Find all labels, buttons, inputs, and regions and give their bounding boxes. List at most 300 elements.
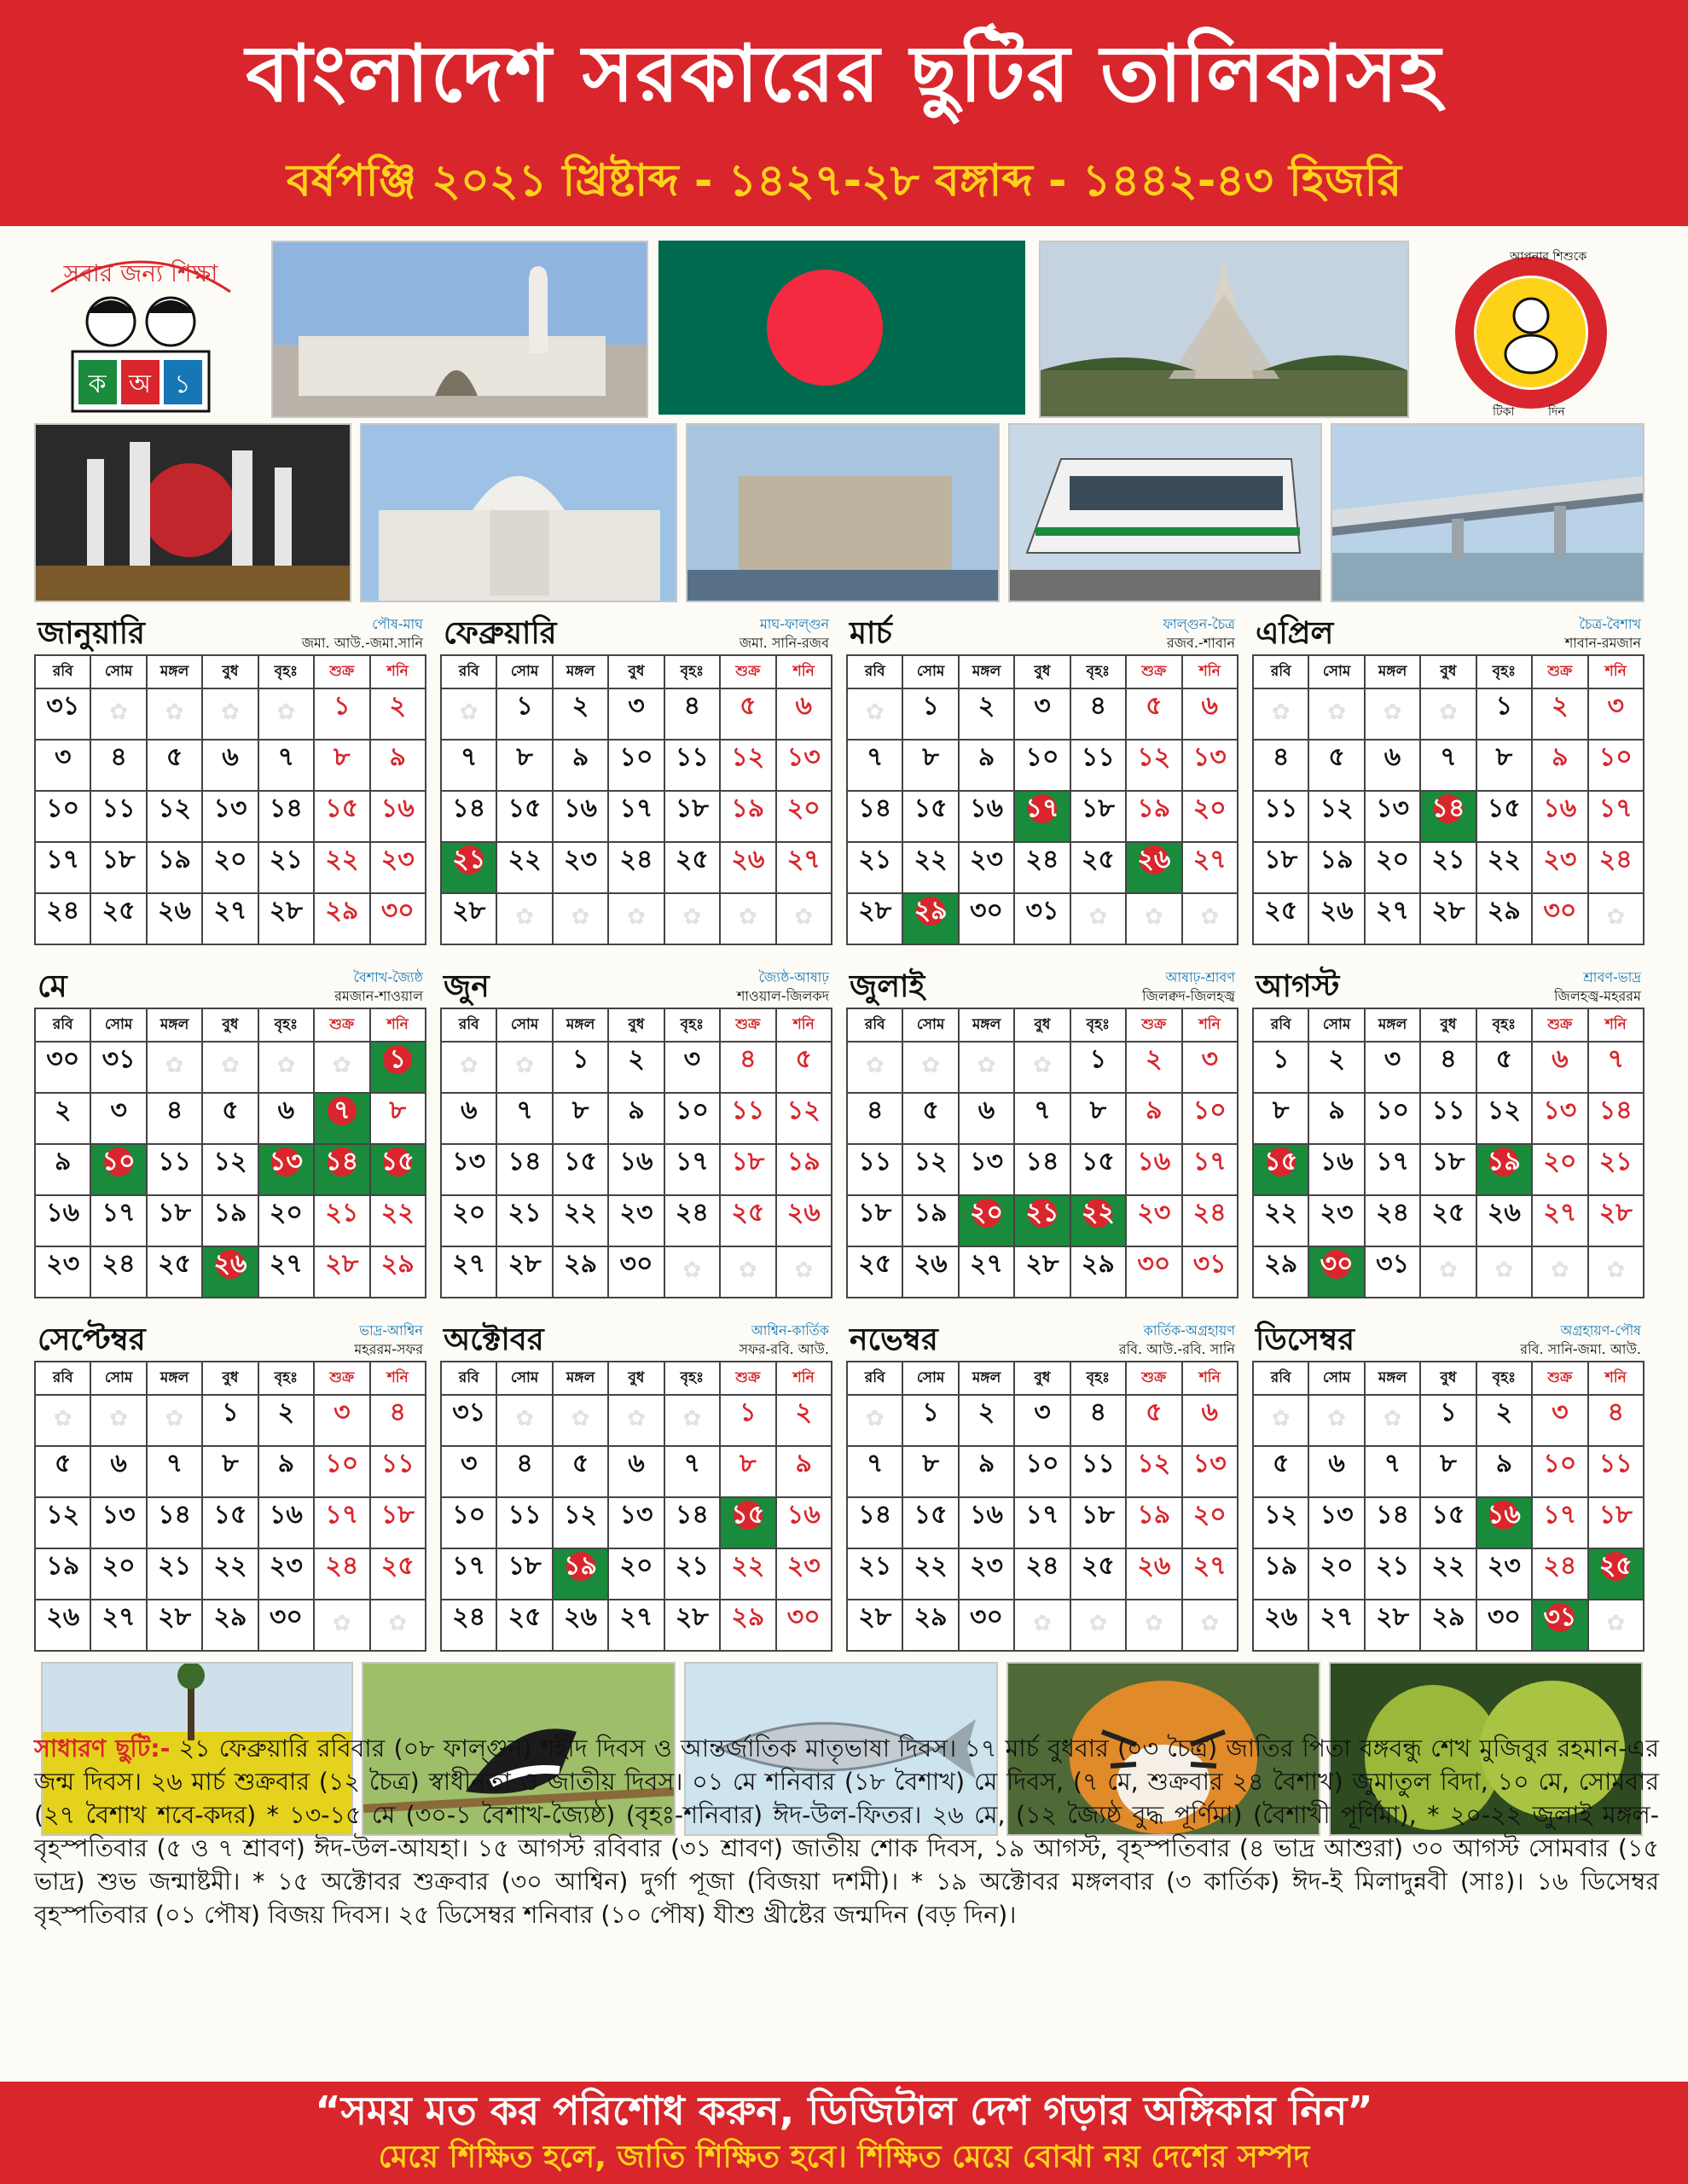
day-cell: [1365, 1548, 1420, 1600]
week-row: [441, 842, 832, 893]
month-calendar-grid: [1252, 654, 1644, 945]
month-header: [34, 969, 426, 1008]
empty-day-cell: [959, 1042, 1014, 1093]
day-cell: [314, 1246, 369, 1298]
week-row: [1253, 1446, 1644, 1497]
day-number: ১৭: [675, 1147, 709, 1176]
day-number: ৯: [277, 1449, 295, 1478]
week-row: [847, 842, 1238, 893]
day-cell: [147, 1093, 202, 1144]
day-cell: [90, 893, 146, 944]
weekday-header: বৃহঃ: [258, 655, 314, 688]
month-name: জানুয়ারি: [38, 616, 145, 651]
day-number: ৫: [1272, 1449, 1290, 1478]
day-number: ১৮: [380, 1500, 415, 1530]
day-cell: [441, 842, 496, 893]
day-number: ২২: [914, 845, 948, 874]
day-number: ১২: [158, 793, 192, 823]
day-number: ২৩: [564, 845, 598, 874]
day-number: ১৬: [1137, 1147, 1171, 1176]
month-header: [846, 616, 1238, 654]
day-cell: [1365, 1246, 1420, 1298]
day-cell: [1014, 1144, 1070, 1195]
day-cell: [902, 1446, 958, 1497]
day-cell: [496, 1600, 552, 1651]
empty-day-cell: [1588, 1600, 1644, 1651]
empty-day-cell: [1532, 1246, 1587, 1298]
day-number: ২৪: [1598, 845, 1633, 874]
day-number: ১৮: [1598, 1500, 1633, 1530]
day-cell: [553, 1246, 608, 1298]
month-calendar-grid: [440, 654, 832, 945]
day-cell: [664, 1042, 720, 1093]
day-cell: [1420, 740, 1476, 791]
weekday-header: বুধ: [608, 1362, 664, 1395]
day-number: ৪: [866, 1095, 884, 1125]
day-number: ২৭: [1543, 1198, 1577, 1228]
day-cell: [1420, 1093, 1476, 1144]
day-cell: [1126, 1144, 1181, 1195]
empty-day-cell: [1253, 688, 1308, 740]
week-row: [35, 1246, 426, 1298]
day-cell: [608, 1144, 664, 1195]
day-cell: [959, 740, 1014, 791]
day-cell: [1420, 1548, 1476, 1600]
day-number: ১৭: [325, 1500, 359, 1530]
hijri-month-range: মহররম-সফর: [354, 1341, 423, 1357]
day-cell: [258, 1093, 314, 1144]
weekday-header: মঙ্গল: [1365, 1008, 1420, 1042]
day-cell: [147, 1144, 202, 1195]
day-cell: [147, 842, 202, 893]
day-number: ২৫: [1081, 1551, 1115, 1581]
month-calendar-grid: [846, 1008, 1238, 1298]
day-number: ১: [222, 1397, 239, 1427]
day-cell: [553, 1446, 608, 1497]
day-number: ১৯: [1137, 793, 1171, 823]
day-number: ১০: [619, 742, 653, 772]
weekday-header: রবি: [35, 1362, 90, 1395]
day-number: ২: [277, 1397, 295, 1427]
day-number: ২৮: [452, 896, 486, 926]
day-number: ১৯: [1320, 845, 1354, 874]
day-cell: [370, 1497, 426, 1548]
day-cell: [314, 893, 369, 944]
day-cell: [720, 1446, 775, 1497]
day-cell: [1365, 1446, 1420, 1497]
day-number: ৩: [1034, 1397, 1051, 1427]
day-number: ১৭: [102, 1198, 136, 1228]
day-number: ২০: [1543, 1147, 1577, 1176]
day-cell: [202, 1497, 258, 1548]
day-number: ৯: [54, 1147, 72, 1176]
day-cell: [1420, 1042, 1476, 1093]
empty-day-cell: [202, 688, 258, 740]
week-row: [35, 842, 426, 893]
day-number: ২২: [508, 845, 542, 874]
weekday-header: শুক্র: [1126, 655, 1181, 688]
day-cell: [1182, 1144, 1238, 1195]
day-number: ২৯: [564, 1249, 598, 1279]
day-cell: [664, 1195, 720, 1246]
day-number: ১৯: [46, 1551, 80, 1581]
day-cell: [1420, 1144, 1476, 1195]
day-number: ৭: [277, 742, 295, 772]
day-number: ১: [1495, 691, 1513, 721]
day-cell: [90, 1246, 146, 1298]
day-cell: [1182, 791, 1238, 842]
day-number: ১২: [731, 742, 765, 772]
day-cell: [1532, 1548, 1587, 1600]
day-number: ১: [922, 1397, 939, 1427]
bangla-month-range: অগ্রহায়ণ-পৌষ: [1560, 1322, 1641, 1339]
day-number: ৫: [1146, 1397, 1163, 1427]
day-cell: [147, 1548, 202, 1600]
day-number: ৬: [1328, 1449, 1345, 1478]
day-number: ১৮: [158, 1198, 192, 1228]
shaheed-minar-photo: [34, 423, 351, 602]
week-row: [441, 740, 832, 791]
day-number: ২০: [1192, 793, 1227, 823]
hijri-month-range: শাওয়াল-জিলকদ: [736, 988, 829, 1004]
weekday-header: বৃহঃ: [258, 1008, 314, 1042]
day-cell: [370, 1195, 426, 1246]
day-cell: [1126, 1093, 1181, 1144]
day-cell: [1476, 893, 1532, 944]
day-cell: [1308, 842, 1364, 893]
day-cell: [1532, 893, 1587, 944]
day-number: ৮: [922, 742, 939, 772]
empty-day-cell: [664, 1246, 720, 1298]
day-number: ২৪: [1025, 1551, 1059, 1581]
day-number: ২৫: [1589, 1551, 1643, 1582]
day-cell: [1420, 1600, 1476, 1651]
day-number: ১২: [1487, 1095, 1521, 1125]
day-number: ২৩: [619, 1198, 653, 1228]
hijri-month-range: সফর-রবি. আউ.: [739, 1341, 829, 1357]
day-cell: [1070, 1093, 1126, 1144]
empty-day-cell: [902, 1042, 958, 1093]
empty-day-cell: [496, 1042, 552, 1093]
day-number: ২৯: [1081, 1249, 1115, 1279]
weekday-header: রবি: [35, 655, 90, 688]
day-number: ১: [334, 691, 351, 721]
day-cell: [1532, 1600, 1587, 1651]
week-row: [1253, 842, 1644, 893]
day-number: ২০: [786, 793, 821, 823]
day-number: ১৯: [914, 1198, 948, 1228]
day-number: ৯: [977, 742, 995, 772]
empty-day-cell: [370, 1600, 426, 1651]
day-cell: [90, 1446, 146, 1497]
day-cell: [720, 1395, 775, 1446]
day-cell: [847, 791, 902, 842]
day-cell: [35, 1246, 90, 1298]
weekday-header: সোম: [1308, 655, 1364, 688]
day-number: ২৩: [1137, 1198, 1171, 1228]
day-cell: [1182, 842, 1238, 893]
day-cell: [1532, 1395, 1587, 1446]
day-cell: [553, 842, 608, 893]
day-cell: [720, 1195, 775, 1246]
day-cell: [1365, 842, 1420, 893]
day-number: ৩: [1607, 691, 1625, 721]
day-number: ১৬: [619, 1147, 653, 1176]
day-number: ২৩: [380, 845, 415, 874]
day-number: ১: [922, 691, 939, 721]
month-block: [440, 1322, 832, 1652]
weekday-header: সোম: [90, 1008, 146, 1042]
day-cell: [1588, 1548, 1644, 1600]
day-cell: [1253, 1600, 1308, 1651]
month-header: [846, 969, 1238, 1008]
day-number: ১৭: [452, 1551, 486, 1581]
day-cell: [1365, 1497, 1420, 1548]
day-number: ১৪: [508, 1147, 542, 1176]
day-cell: [959, 688, 1014, 740]
mosque-photo: [271, 241, 648, 418]
day-cell: [1253, 1548, 1308, 1600]
day-number: ২৭: [1376, 896, 1410, 926]
day-cell: [147, 1246, 202, 1298]
month-name: আগস্ট: [1256, 969, 1340, 1004]
empty-day-cell: [1588, 1246, 1644, 1298]
day-number: ২০: [452, 1198, 486, 1228]
day-number: ২৮: [1431, 896, 1465, 926]
day-number: ১৫: [914, 1500, 948, 1530]
day-cell: [776, 688, 832, 740]
week-row: [1253, 1600, 1644, 1651]
day-cell: [664, 791, 720, 842]
day-number: ১৪: [315, 1147, 368, 1177]
day-number: ২৩: [1543, 845, 1577, 874]
day-number: ২৯: [903, 896, 957, 926]
empty-day-cell: [1182, 893, 1238, 944]
weekday-header: সোম: [90, 655, 146, 688]
weekday-header: বৃহঃ: [1476, 1008, 1532, 1042]
day-cell: [1014, 1093, 1070, 1144]
day-number: ২৯: [1487, 896, 1521, 926]
bangla-month-range: চৈত্র-বৈশাখ: [1579, 616, 1641, 632]
day-number: ১০: [452, 1500, 486, 1530]
weekday-header: মঙ্গল: [959, 1008, 1014, 1042]
day-number: ৪: [1440, 1044, 1457, 1074]
day-number: ২১: [858, 845, 892, 874]
day-cell: [1476, 1093, 1532, 1144]
day-number: ১৮: [508, 1551, 542, 1581]
empty-day-cell: [496, 1395, 552, 1446]
empty-day-cell: [1308, 688, 1364, 740]
day-cell: [1126, 1548, 1181, 1600]
day-cell: [496, 688, 552, 740]
day-number: ২৬: [731, 845, 765, 874]
day-number: ১৫: [1081, 1147, 1115, 1176]
day-cell: [902, 1395, 958, 1446]
day-cell: [202, 1600, 258, 1651]
weekday-header: বুধ: [202, 1362, 258, 1395]
day-cell: [258, 1600, 314, 1651]
day-cell: [776, 1497, 832, 1548]
day-number: ২৩: [269, 1551, 303, 1581]
day-cell: [847, 842, 902, 893]
bangla-month-range: কার্তিক-অগ্রহায়ণ: [1143, 1322, 1235, 1339]
month-calendar-grid: [440, 1361, 832, 1652]
weekday-header: শনি: [776, 1008, 832, 1042]
day-cell: [902, 893, 958, 944]
education-for-all-logo: [34, 241, 247, 420]
day-cell: [1182, 1497, 1238, 1548]
month-header: [440, 969, 832, 1008]
day-number: ৮: [1495, 742, 1513, 772]
day-cell: [902, 1600, 958, 1651]
weekday-header: বৃহঃ: [1070, 655, 1126, 688]
empty-day-cell: [664, 893, 720, 944]
month-block: [440, 969, 832, 1298]
day-cell: [720, 1497, 775, 1548]
day-number: ১০: [1598, 742, 1633, 772]
day-number: ২৬: [1127, 845, 1180, 875]
day-cell: [664, 1600, 720, 1651]
day-number: ১১: [158, 1147, 192, 1176]
day-cell: [441, 1497, 496, 1548]
month-name: মার্চ: [850, 616, 892, 651]
weekday-header: রবি: [847, 1362, 902, 1395]
logo-left-text: সবার জন্য শিক্ষা: [63, 259, 218, 288]
day-cell: [608, 740, 664, 791]
day-cell: [1420, 1195, 1476, 1246]
weekday-header: বৃহঃ: [664, 655, 720, 688]
weekday-header: শুক্র: [1126, 1008, 1181, 1042]
hijri-month-range: রজব.-শাবান: [1166, 635, 1235, 651]
day-cell: [902, 791, 958, 842]
day-cell: [1014, 1195, 1070, 1246]
day-number: ২৫: [102, 896, 136, 926]
day-number: ৩০: [619, 1249, 653, 1279]
day-number: ৭: [1607, 1044, 1625, 1074]
empty-day-cell: [776, 893, 832, 944]
day-number: ২৯: [213, 1602, 247, 1632]
weekday-header: শনি: [1588, 1362, 1644, 1395]
weekday-header: বৃহঃ: [1070, 1362, 1126, 1395]
weekday-header: সোম: [902, 1008, 958, 1042]
day-cell: [35, 688, 90, 740]
month-calendar-grid: [846, 654, 1238, 945]
day-number: ১২: [1264, 1500, 1298, 1530]
day-number: ১১: [731, 1095, 765, 1125]
day-cell: [1070, 1246, 1126, 1298]
week-row: [847, 1042, 1238, 1093]
empty-day-cell: [608, 1395, 664, 1446]
day-number: ২৩: [1320, 1198, 1354, 1228]
day-number: ২২: [380, 1198, 415, 1228]
day-cell: [553, 1042, 608, 1093]
day-number: ২৪: [325, 1551, 359, 1581]
day-cell: [441, 1446, 496, 1497]
weekday-header: বৃহঃ: [1476, 655, 1532, 688]
logo-letter-3: ১: [174, 369, 191, 399]
day-number: ১৬: [970, 793, 1004, 823]
day-number: ১৮: [102, 845, 136, 874]
weekday-header: শনি: [1182, 1008, 1238, 1042]
day-number: ১১: [102, 793, 136, 823]
empty-day-cell: [553, 893, 608, 944]
day-cell: [370, 1093, 426, 1144]
day-number: ৭: [866, 742, 884, 772]
day-number: ৬: [795, 691, 813, 721]
bangla-month-range: শ্রাবণ-ভাদ্র: [1583, 969, 1641, 985]
day-number: ৭: [315, 1095, 368, 1126]
day-cell: [959, 1600, 1014, 1651]
weekday-header: বুধ: [608, 1008, 664, 1042]
weekday-header: বুধ: [1420, 655, 1476, 688]
day-number: ২৫: [158, 1249, 192, 1279]
day-cell: [1070, 1144, 1126, 1195]
day-cell: [959, 893, 1014, 944]
day-cell: [608, 1497, 664, 1548]
day-number: ২০: [269, 1198, 303, 1228]
day-number: ১০: [1543, 1449, 1577, 1478]
weekday-header: শুক্র: [1532, 1008, 1587, 1042]
day-number: ২৫: [1081, 845, 1115, 874]
week-row: [441, 893, 832, 944]
day-number: ২৪: [452, 1602, 486, 1632]
bangladesh-flag: [658, 241, 1025, 415]
day-cell: [1588, 1144, 1644, 1195]
week-row: [1253, 688, 1644, 740]
weekday-header: রবি: [1253, 1008, 1308, 1042]
week-row: [1253, 893, 1644, 944]
day-cell: [1070, 740, 1126, 791]
day-cell: [664, 1497, 720, 1548]
week-row: [35, 1497, 426, 1548]
day-number: ১১: [675, 742, 709, 772]
day-number: ১৬: [1477, 1500, 1531, 1531]
day-number: ৭: [1383, 1449, 1401, 1478]
day-number: ৯: [977, 1449, 995, 1478]
weekday-header: শুক্র: [720, 1362, 775, 1395]
week-row: [847, 688, 1238, 740]
day-cell: [847, 893, 902, 944]
day-number: ১৫: [1487, 793, 1521, 823]
day-cell: [1070, 842, 1126, 893]
national-memorial-photo: [1039, 241, 1409, 418]
day-number: ১০: [91, 1147, 145, 1177]
day-number: ১৮: [1081, 793, 1115, 823]
empty-day-cell: [1420, 1246, 1476, 1298]
day-cell: [1253, 791, 1308, 842]
week-row: [847, 1093, 1238, 1144]
day-number: ৯: [571, 742, 589, 772]
day-number: ৪: [1089, 1397, 1107, 1427]
day-cell: [1532, 842, 1587, 893]
weekday-header: শনি: [370, 655, 426, 688]
day-cell: [258, 1195, 314, 1246]
weekday-header: শুক্র: [314, 1362, 369, 1395]
day-cell: [1588, 791, 1644, 842]
day-cell: [370, 1446, 426, 1497]
day-number: ২৫: [508, 1602, 542, 1632]
logo-right-left-text: টিকা: [1493, 405, 1515, 418]
weekday-header: রবি: [35, 1008, 90, 1042]
day-number: ১৪: [858, 793, 892, 823]
hijri-month-range: জমা. আউ.-জমা.সানি: [301, 635, 423, 651]
day-cell: [553, 791, 608, 842]
day-number: ৭: [866, 1449, 884, 1478]
page-subtitle: বর্ষপঞ্জি ২০২১ খ্রিষ্টাব্দ - ১৪২৭-২৮ বঙ্গাব্দ - ১৪৪২-৪৩ হিজরি: [286, 155, 1402, 206]
day-cell: [35, 1195, 90, 1246]
day-number: ১৯: [1264, 1551, 1298, 1581]
day-cell: [35, 1548, 90, 1600]
